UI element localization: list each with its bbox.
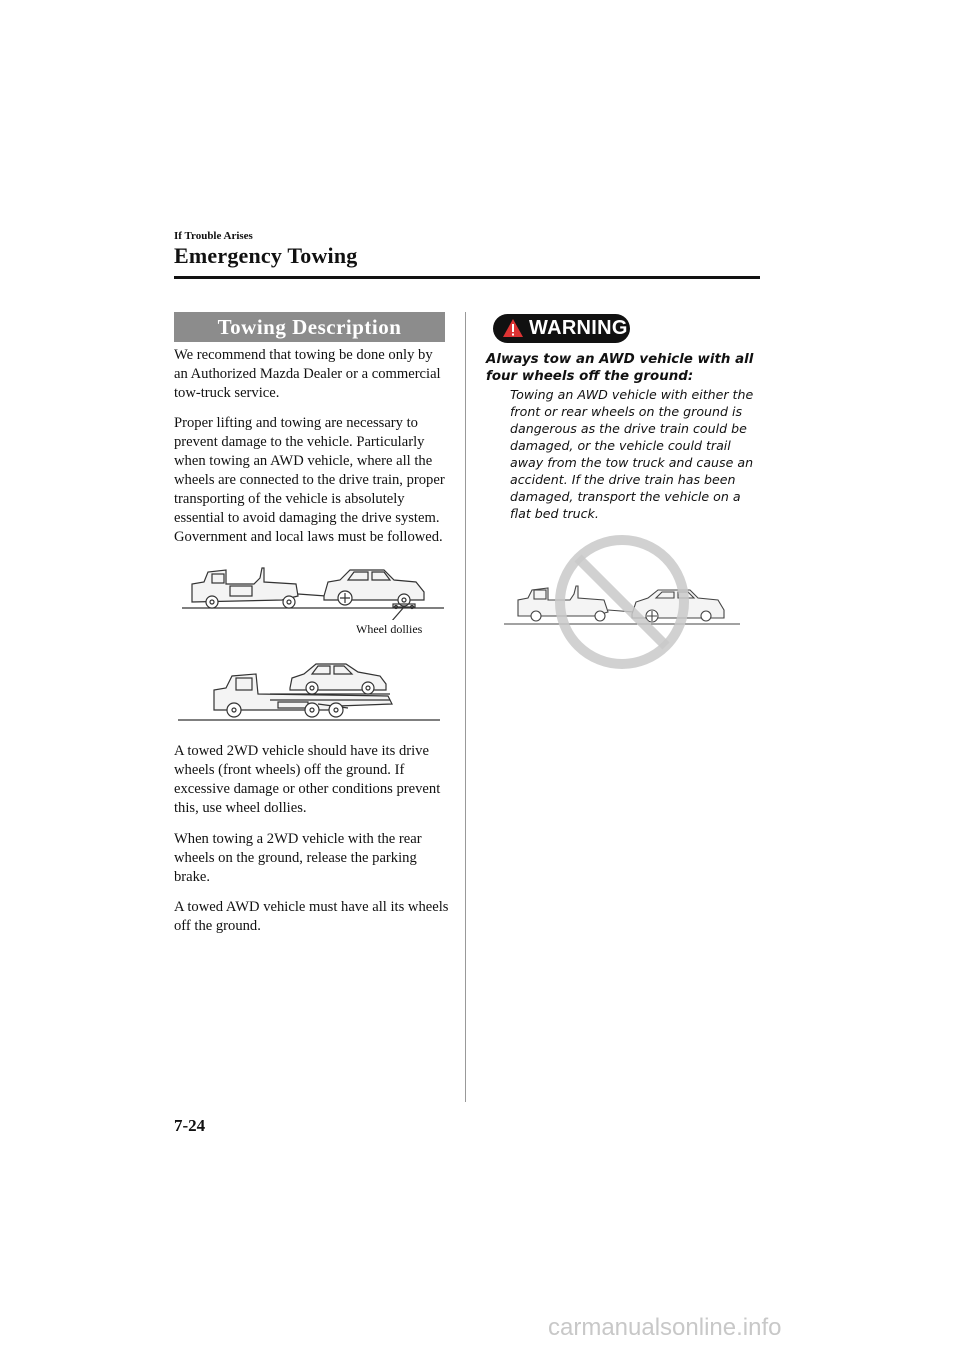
title-rule (174, 276, 760, 279)
paragraph-parking-brake: When towing a 2WD vehicle with the rear wheels on the ground, release the parking brake. (174, 831, 422, 885)
warning-body: Towing an AWD vehicle with either the front or rear wheels on the ground is dangerous as the drive train could be damaged, or the vehicle could trail away from the tow truck and cause an accident. If the drive train has been damaged, transport the vehicle on a flat bed truck. (510, 387, 754, 521)
paragraph-proper-lifting: Proper lifting and towing are necessary to prevent damage to the vehicle. Particularly when towing an AWD vehicle, where all the wheels are connected to the drive train, proper transporting of the vehicle is absolutely essential to avoid damaging the drive system. Government and local laws must be followed. (174, 415, 445, 545)
column-divider (465, 312, 466, 1102)
paragraph-2wd-towing: A towed 2WD vehicle should have its drive wheels (front wheels) off the ground. If excessive damage or other conditions prevent this, use wheel dollies. (174, 743, 441, 816)
chapter-label: If Trouble Arises (174, 230, 253, 242)
watermark-site: carmanualsonline.info (548, 1314, 782, 1341)
warning-badge (493, 314, 630, 343)
warning-heading: Always tow an AWD vehicle with all four wheels off the ground: (486, 352, 754, 384)
page-number: 7-24 (174, 1116, 206, 1135)
towing-wheel-dollies-figure (178, 560, 448, 620)
wheel-dollies-label: Wheel dollies (356, 622, 423, 636)
page-title: Emergency Towing (174, 243, 358, 268)
warning-label: WARNING (529, 317, 628, 339)
warning-triangle-icon (502, 318, 524, 338)
paragraph-recommendation: We recommend that towing be done only by an Authorized Mazda Dealer or a commercial tow-truck service. (174, 347, 441, 401)
flatbed-truck-figure (178, 656, 448, 724)
paragraph-awd-towing: A towed AWD vehicle must have all its wheels off the ground. (174, 899, 449, 934)
section-heading: Towing Description (174, 312, 445, 342)
prohibited-towing-figure (500, 532, 770, 672)
